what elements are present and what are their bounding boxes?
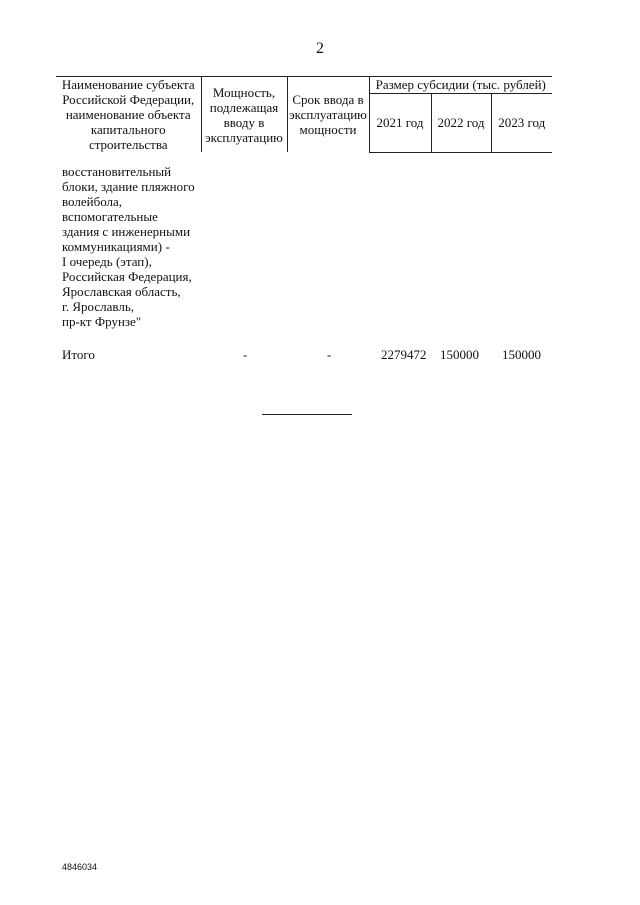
document-code: 4846034 — [62, 862, 98, 872]
object-description-line: г. Ярославль, — [62, 299, 135, 314]
object-description-line: вспомогательные — [62, 209, 158, 224]
object-description-line: волейбола, — [62, 194, 123, 209]
total-2023: 150000 — [502, 347, 541, 362]
total-2022: 150000 — [440, 347, 479, 362]
total-2021: 2279472 — [381, 347, 427, 362]
header-year-2023: 2023 год — [491, 93, 552, 152]
header-commissioning-term: Срок ввода в эксплуатацию мощности — [287, 77, 369, 153]
header-object-name: Наименование субъекта Российской Федерации, наименование объекта капитального строительства — [56, 77, 201, 153]
object-description-line: здания с инженерными — [62, 224, 191, 239]
object-description-line: Ярославская область, — [62, 284, 181, 299]
header-year-2021: 2021 год — [369, 93, 431, 152]
header-subsidy-amount: Размер субсидии (тыс. рублей) — [369, 77, 552, 94]
object-description-line: пр-кт Фрунзе" — [62, 314, 142, 329]
page-number: 2 — [316, 40, 324, 57]
total-capacity: - — [243, 347, 248, 362]
object-description-line: блоки, здание пляжного — [62, 179, 195, 194]
total-commissioning-term: - — [327, 347, 332, 362]
header-year-2022: 2022 год — [431, 93, 491, 152]
subsidy-table-header — [56, 76, 552, 153]
object-description-line: восстановительный — [62, 164, 172, 179]
object-description-line: коммуникациями) - — [62, 239, 170, 254]
header-capacity: Мощность, подлежащая вводу в эксплуатацию — [201, 77, 287, 153]
end-of-document-line — [262, 414, 352, 415]
object-description-line: Российская Федерация, — [62, 269, 192, 284]
object-description-line: I очередь (этап), — [62, 254, 152, 269]
object-description — [62, 164, 212, 329]
total-label: Итого — [62, 347, 95, 362]
